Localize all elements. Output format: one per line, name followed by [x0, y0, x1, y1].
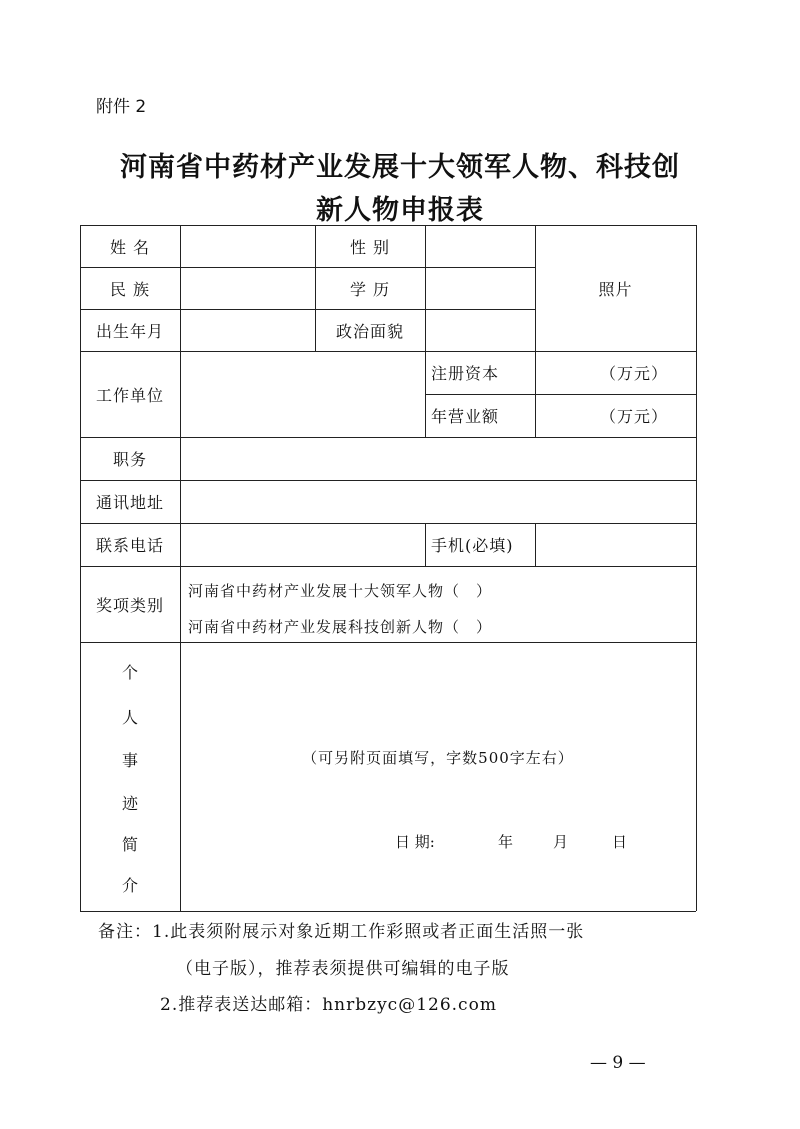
ethnicity-field[interactable]	[180, 267, 315, 309]
education-field[interactable]	[425, 267, 535, 309]
birth-date-label: 出生年月	[95, 321, 164, 341]
profile-label-char-4: 迹	[121, 794, 138, 813]
date-day: 日	[612, 833, 628, 851]
work-unit-label: 工作单位	[95, 385, 164, 405]
award-option-leader[interactable]: 河南省中药材产业发展十大领军人物（ ）	[188, 582, 493, 600]
attachment-label: 附件 2	[96, 97, 147, 117]
registered-capital-label: 注册资本	[431, 364, 500, 383]
date-month: 月	[553, 833, 569, 851]
date-label: 日 期:	[395, 833, 435, 851]
address-field[interactable]	[180, 480, 696, 523]
date-year: 年	[498, 833, 514, 851]
gender-field[interactable]	[425, 225, 535, 267]
application-form-table	[80, 225, 696, 911]
position-field[interactable]	[180, 437, 696, 480]
annual-revenue-unit[interactable]: （万元）	[599, 407, 668, 426]
page-number: — 9 —	[590, 1053, 646, 1073]
photo-box[interactable]: 照片	[598, 279, 633, 299]
profile-label-char-6: 介	[121, 876, 138, 895]
political-status-field[interactable]	[425, 309, 535, 351]
political-status-label: 政治面貌	[335, 321, 404, 341]
remark-line-3: 2.推荐表送达邮箱：hnrbzyc@126.com	[160, 995, 497, 1015]
work-unit-field[interactable]	[180, 351, 425, 437]
gender-label: 性 别	[349, 237, 391, 257]
profile-label-char-1: 个	[121, 663, 138, 682]
profile-instruction: （可另附页面填写，字数500字左右）	[302, 749, 574, 767]
form-title-line-1: 河南省中药材产业发展十大领军人物、科技创	[120, 152, 680, 183]
position-label: 职务	[112, 450, 147, 469]
mobile-label: 手机(必填)	[431, 536, 514, 555]
name-field[interactable]	[180, 225, 315, 267]
remark-line-2: （电子版），推荐表须提供可编辑的电子版	[176, 959, 510, 979]
remark-line-1: 备注：1.此表须附展示对象近期工作彩照或者正面生活照一张	[98, 922, 585, 942]
education-label: 学 历	[349, 279, 391, 299]
annual-revenue-label: 年营业额	[431, 407, 500, 426]
phone-field[interactable]	[180, 523, 425, 566]
registered-capital-unit[interactable]: （万元）	[599, 364, 668, 383]
profile-label-char-5: 简	[121, 835, 138, 854]
award-type-label: 奖项类别	[95, 595, 164, 615]
address-label: 通讯地址	[95, 493, 164, 512]
name-label: 姓 名	[109, 237, 151, 257]
profile-label-char-3: 事	[121, 751, 138, 770]
phone-label: 联系电话	[95, 536, 164, 555]
ethnicity-label: 民 族	[109, 279, 151, 299]
mobile-field[interactable]	[535, 523, 696, 566]
birth-date-field[interactable]	[180, 309, 315, 351]
profile-label-char-2: 人	[121, 708, 138, 727]
award-option-innovator[interactable]: 河南省中药材产业发展科技创新人物（ ）	[188, 618, 493, 636]
form-title-line-2: 新人物申报表	[316, 195, 484, 226]
